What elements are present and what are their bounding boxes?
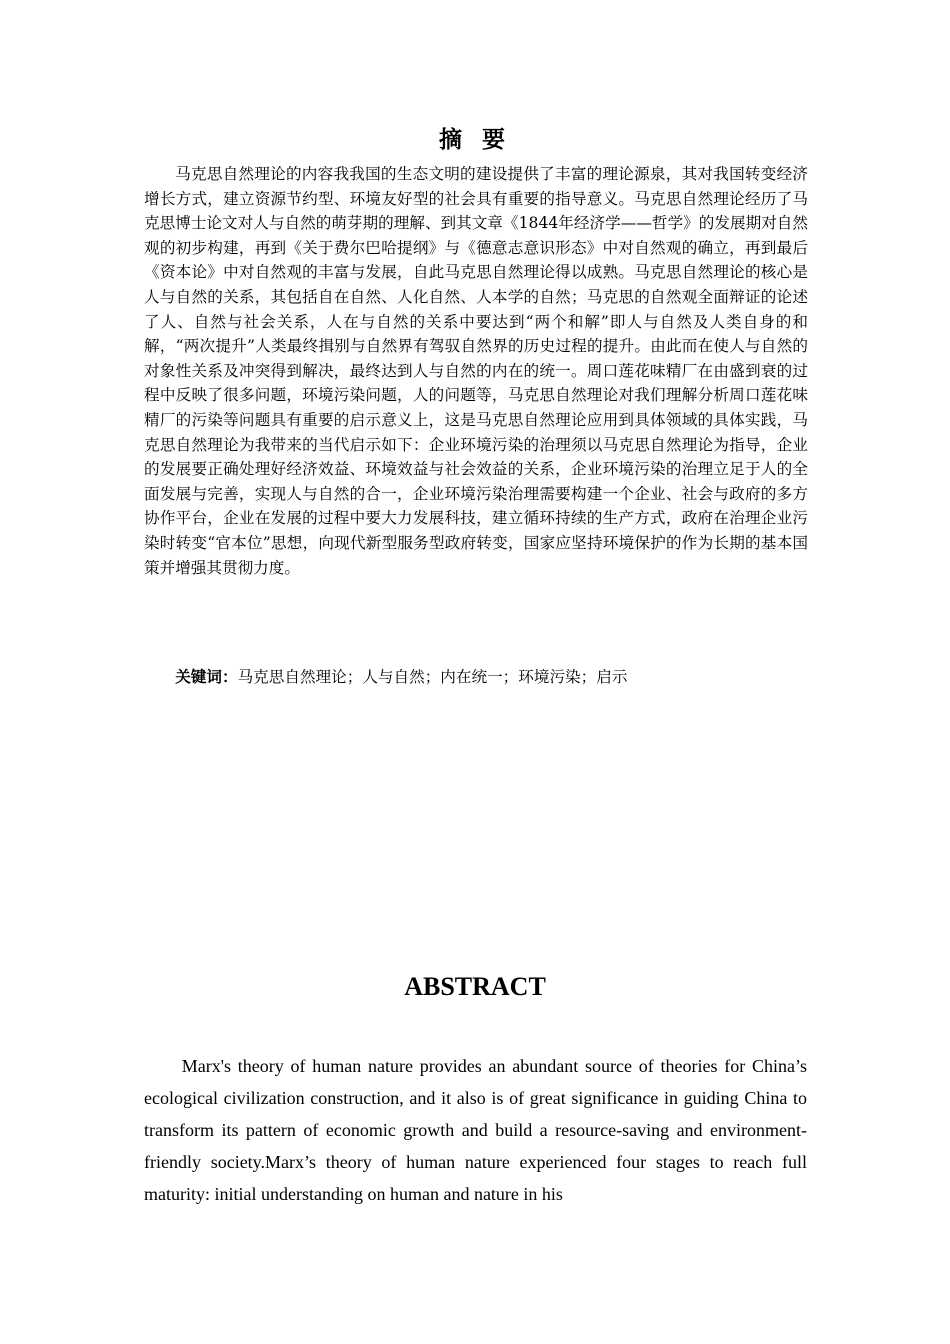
abstract-zh-body: 马克思自然理论的内容我我国的生态文明的建设提供了丰富的理论源泉，其对我国转变经济增长方式，建立资源节约型、环境友好型的社会具有重要的指导意义。马克思自然理论经历了马克思博士论文对人与自然的萌芽期的理解、到其文章《1844年经济学——哲学》的发展期对自然观的初步构建，再到《关于费尔巴哈提纲》与《德意志意识形态》中对自然观的确立，再到最后《资本论》中对自然观的丰富与发展，自此马克思自然理论得以成熟。马克思自然理论的核心是人与自然的关系，其包括自在自然、人化自然、人本学的自然；马克思的自然观全面辩证的论述了人、自然与社会关系，人在与自然的关系中要达到“两个和解”即人与自然及人类自身的和解，“两次提升”人类最终揖别与自然界有驾驭自然界的历史过程的提升。由此而在使人与自然的对象性关系及冲突得到解决，最终达到人与自然的内在的统一。周口莲花味精厂在由盛到衰的过程中反映了很多问题，环境污染问题，人的问题等，马克思自然理论对我们理解分析周口莲花味精厂的污染等问题具有重要的启示意义上，这是马克思自然理论应用到具体领域的具体实践，马克思自然理论为我带来的当代启示如下：企业环境污染的治理须以马克思自然理论为指导，企业的发展要正确处理好经济效益、环境效益与社会效益的关系，企业环境污染的治理立足于人的全面发展与完善，实现人与自然的合一，企业环境污染治理需要构建一个企业、社会与政府的多方协作平台，企业在发展的过程中要大力发展科技，建立循环持续的生产方式，政府在治理企业污染时转变“官本位”思想，向现代新型服务型政府转变，国家应坚持环境保护的作为长期的基本国策并增强其贯彻力度。 bbox=[144, 165, 808, 577]
abstract-zh-keywords-line bbox=[144, 665, 808, 689]
abstract-en-title: ABSTRACT bbox=[404, 972, 546, 1001]
keywords-text: 马克思自然理论；人与自然；内在统一；环境污染；启示 bbox=[237, 668, 628, 686]
abstract-en-body: Marx's theory of human nature provides an abundant source of theories for China’s ecological civilization construction, and it also is of great significance in guiding China to transform its pattern of economic growth and build a resource-saving and environment-friendly society.Marx’s theory of human nature experienced four stages to reach full maturity: initial understanding on human and nature in his bbox=[144, 1056, 807, 1204]
keywords-label: 关键词： bbox=[175, 668, 238, 686]
abstract-zh-title: 摘 要 bbox=[438, 127, 511, 153]
